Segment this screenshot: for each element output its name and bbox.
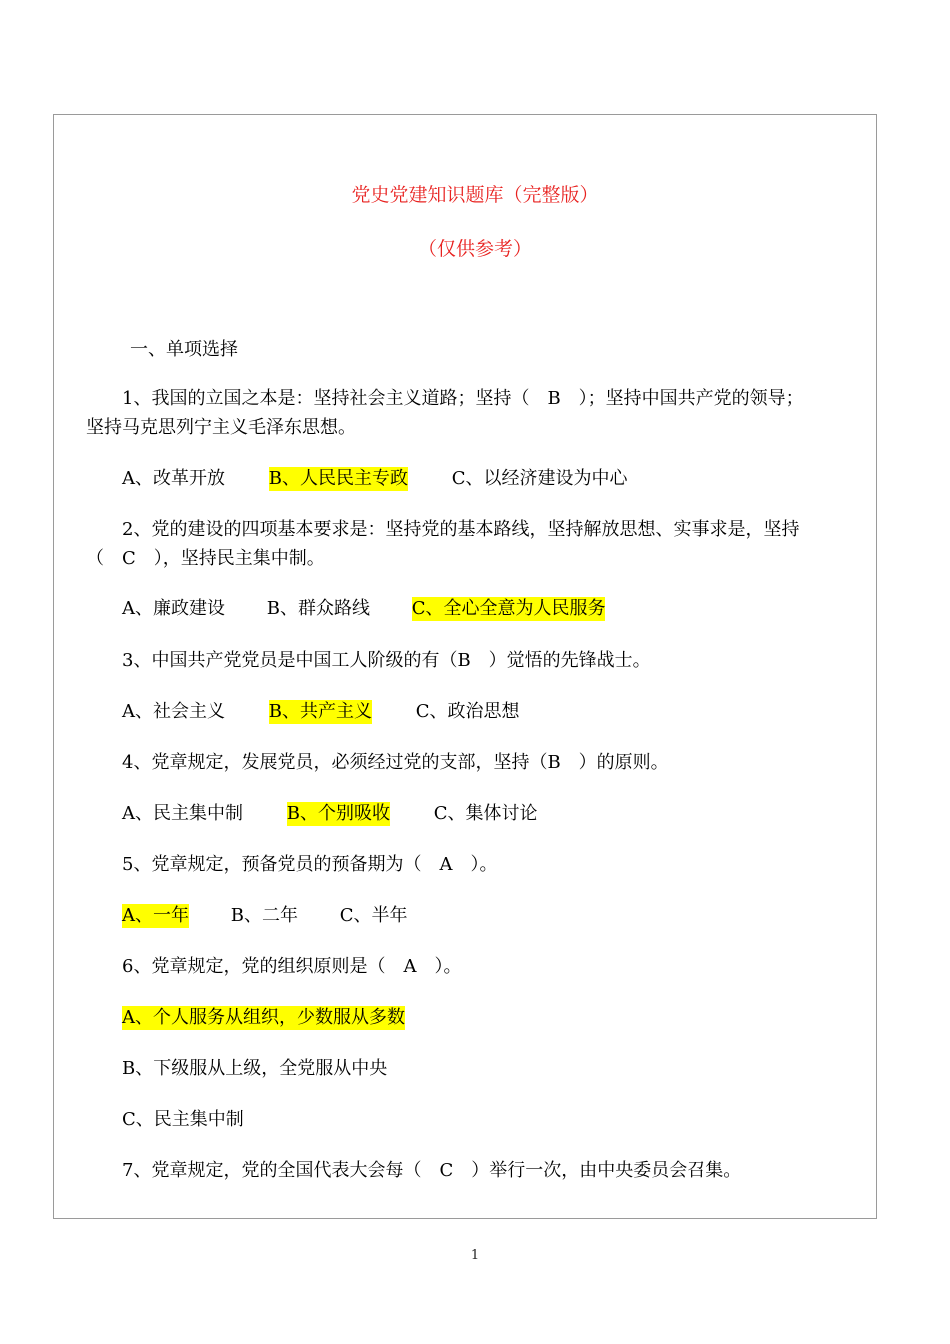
question-2-line-2: （ C ），坚持民主集中制。 (86, 548, 325, 569)
option-b-answer: B、人民民主专政 (268, 468, 408, 489)
question-4-options (122, 802, 537, 826)
option-c: C、集体讨论 (433, 803, 538, 824)
option-a: A、廉政建设 (122, 598, 225, 619)
question-6-option-a (122, 1006, 405, 1030)
option-c: C、半年 (339, 905, 408, 926)
question-1-options (122, 467, 627, 491)
option-a: A、社会主义 (122, 701, 225, 722)
question-1-line-2: 坚持马克思列宁主义毛泽东思想。 (86, 417, 356, 438)
question-1-line-1: 1、我国的立国之本是：坚持社会主义道路；坚持（ B ）；坚持中国共产党的领导； (122, 388, 804, 409)
option-b-answer: B、个别吸收 (286, 803, 390, 824)
page-number: 1 (470, 1248, 480, 1263)
option-c: C、以经济建设为中心 (451, 468, 628, 489)
question-7: 7、党章规定，党的全国代表大会每（ C ）举行一次，由中央委员会召集。 (122, 1160, 742, 1181)
option-c: C、政治思想 (415, 701, 520, 722)
question-6-option-c: C、民主集中制 (122, 1109, 244, 1130)
question-4: 4、党章规定，发展党员，必须经过党的支部，坚持（B ）的原则。 (122, 752, 669, 773)
question-3-options (122, 700, 519, 724)
option-a: A、改革开放 (122, 468, 225, 489)
question-6-option-b: B、下级服从上级，全党服从中央 (122, 1058, 388, 1079)
option-a: A、民主集中制 (122, 803, 243, 824)
option-a-answer: A、个人服务从组织，少数服从多数 (122, 1007, 405, 1028)
document-title: 党史党建知识题库（完整版） (351, 184, 599, 206)
question-3: 3、中国共产党党员是中国工人阶级的有（B ）觉悟的先锋战士。 (122, 650, 651, 671)
section-heading: 一、单项选择 (130, 339, 238, 360)
document-subtitle: （仅供参考） (417, 238, 532, 260)
option-c-answer: C、全心全意为人民服务 (411, 598, 606, 619)
question-2-options (122, 597, 605, 621)
option-b: B、二年 (230, 905, 298, 926)
question-2-line-1: 2、党的建设的四项基本要求是：坚持党的基本路线，坚持解放思想、实事求是，坚持 (122, 519, 800, 540)
option-b: B、群众路线 (266, 598, 370, 619)
option-b-answer: B、共产主义 (268, 701, 372, 722)
question-5: 5、党章规定，预备党员的预备期为（ A ）。 (122, 854, 498, 875)
question-6: 6、党章规定，党的组织原则是（ A ）。 (122, 956, 462, 977)
option-a-answer: A、一年 (122, 905, 189, 926)
question-5-options (122, 904, 407, 928)
